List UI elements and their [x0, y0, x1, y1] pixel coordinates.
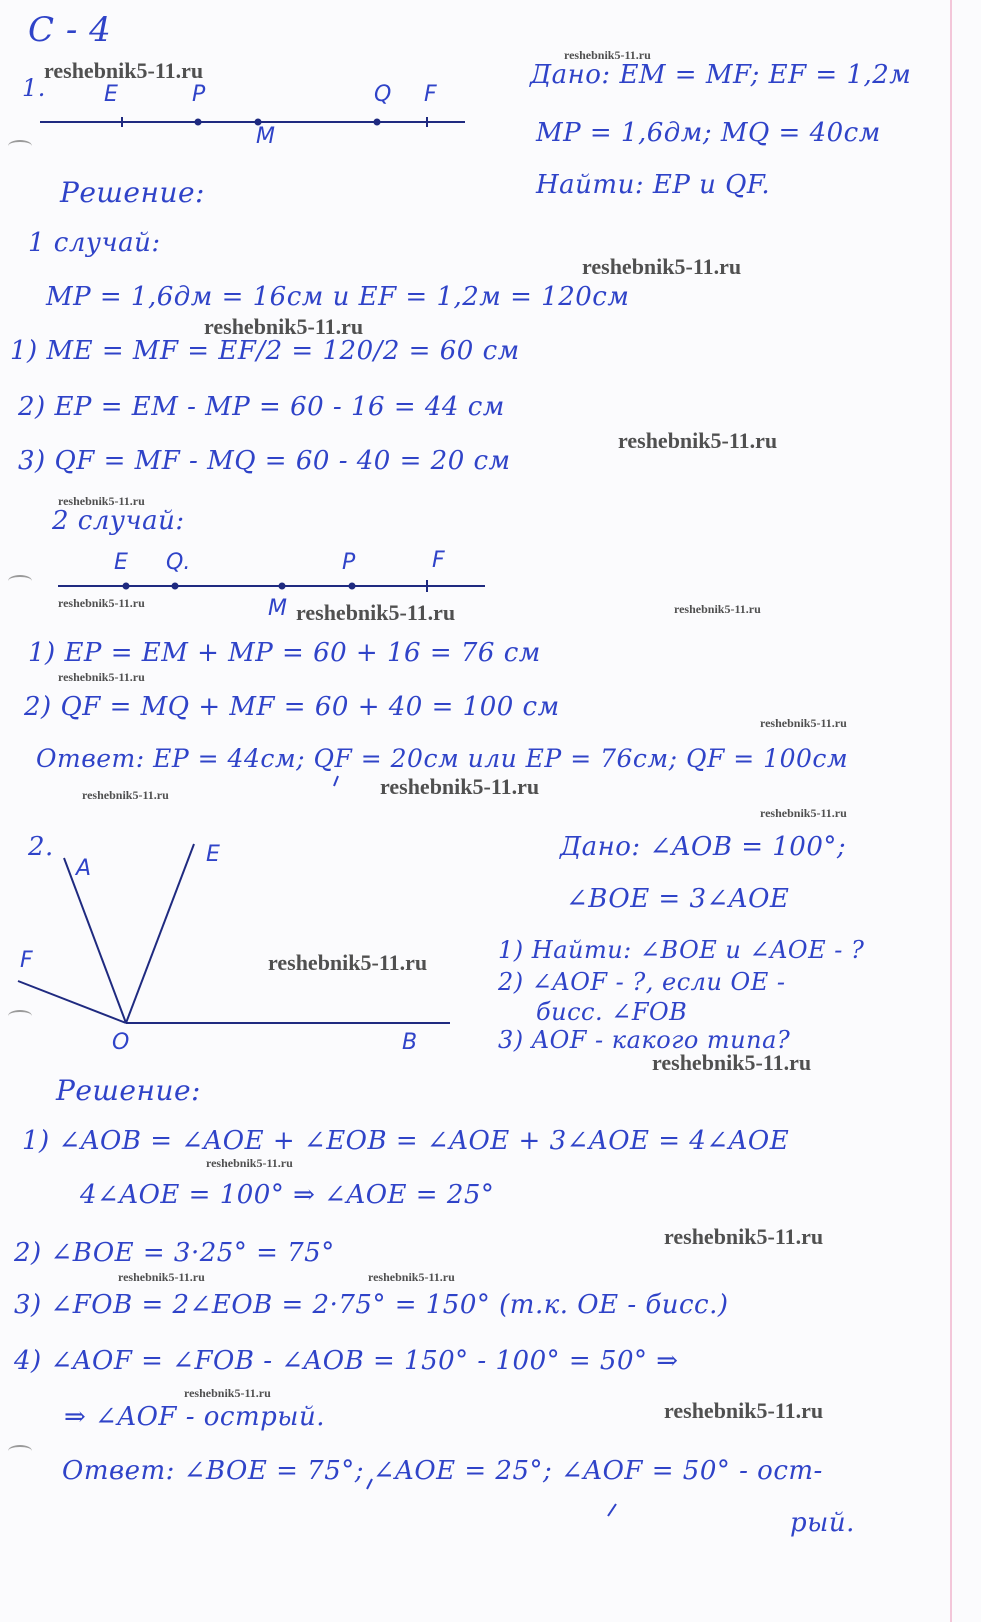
task-line: 2) ∠AOF - ?, если OE - — [498, 968, 786, 996]
watermark: reshebnik5-11.ru — [760, 716, 847, 730]
watermark: reshebnik5-11.ru — [296, 600, 456, 625]
point-P2 — [349, 583, 356, 590]
solution-line: 1) EP = EM + MP = 60 + 16 = 76 см — [28, 638, 541, 668]
given-line: Дано: EM = MF; EF = 1,2м — [530, 60, 912, 90]
watermark: reshebnik5-11.ru — [760, 806, 847, 820]
problem1-number: 1. — [22, 74, 46, 102]
solution-line: 3) QF = MF - MQ = 60 - 40 = 20 см — [18, 446, 511, 476]
answer-line: Ответ: ∠BOE = 75°; ∠AOE = 25°; ∠AOF = 50° - ост- — [62, 1456, 823, 1486]
tick-mark — [334, 776, 338, 786]
label-F1: F — [424, 82, 437, 107]
given-line: MP = 1,6дм; MQ = 40см — [536, 118, 881, 148]
ray-OE — [126, 844, 194, 1023]
watermark: reshebnik5-11.ru — [58, 494, 145, 508]
watermark: reshebnik5-11.ru — [664, 1224, 824, 1249]
solution-line: 1) ∠AOB = ∠AOE + ∠EOB = ∠AOE + 3∠AOE = 4∠AOE — [22, 1126, 790, 1156]
task-line: 1) Найти: ∠BOE и ∠AOE - ? — [498, 936, 865, 964]
watermark: reshebnik5-11.ru — [564, 48, 651, 62]
watermark: reshebnik5-11.ru — [118, 1270, 205, 1284]
tick-mark — [608, 1504, 616, 1516]
label-Q1: Q — [374, 82, 392, 107]
solution-title: Решение: — [56, 1074, 201, 1107]
problem2-number: 2. — [28, 832, 54, 862]
label-F: F — [20, 948, 33, 973]
solution-title: Решение: — [60, 176, 205, 209]
point-M2 — [279, 583, 286, 590]
case2-title: 2 случай: — [52, 506, 185, 536]
solution-line: 1) ME = MF = EF/2 = 120/2 = 60 см — [10, 336, 520, 366]
watermark: reshebnik5-11.ru — [618, 428, 778, 453]
case1-title: 1 случай: — [28, 228, 161, 258]
task-line: биcс. ∠FOB — [536, 998, 688, 1026]
label-F2: F — [432, 548, 445, 573]
watermark: reshebnik5-11.ru — [58, 596, 145, 610]
find-line: Найти: EP и QF. — [536, 170, 771, 200]
watermark: reshebnik5-11.ru — [204, 314, 364, 339]
point-E2 — [123, 583, 130, 590]
watermark: reshebnik5-11.ru — [652, 1050, 812, 1075]
given-line: Дано: ∠AOB = 100°; — [560, 832, 847, 862]
label-E2: E — [114, 550, 128, 575]
watermark: reshebnik5-11.ru — [44, 58, 204, 83]
ray-OF — [18, 981, 126, 1023]
page-title: С - 4 — [28, 10, 112, 50]
solution-line: 2) ∠BOE = 3·25° = 75° — [14, 1238, 335, 1268]
watermark: reshebnik5-11.ru — [664, 1398, 824, 1423]
answer-line-cont: рый. — [790, 1508, 855, 1538]
watermark: reshebnik5-11.ru — [380, 774, 540, 799]
label-E1: E — [104, 82, 118, 107]
label-M1: M — [256, 124, 275, 149]
label-P2: P — [342, 550, 356, 575]
solution-line: MP = 1,6дм = 16см и EF = 1,2м = 120см — [46, 282, 630, 312]
watermark: reshebnik5-11.ru — [582, 254, 742, 279]
label-M2: M — [268, 596, 287, 621]
watermark: reshebnik5-11.ru — [206, 1156, 293, 1170]
point-P1 — [195, 119, 202, 126]
watermark: reshebnik5-11.ru — [268, 950, 428, 975]
solution-line: 3) ∠FOB = 2∠EOB = 2·75° = 150° (т.к. OE - биcс.) — [14, 1290, 729, 1320]
label-P1: P — [192, 82, 206, 107]
label-A: A — [76, 856, 92, 881]
point-Q1 — [374, 119, 381, 126]
ray-OA — [64, 858, 126, 1023]
task-line: 3) AOF - какого типа? — [498, 1026, 791, 1054]
label-O: O — [112, 1030, 130, 1055]
solution-line: ⇒ ∠AOF - острый. — [64, 1402, 325, 1432]
solution-line: 2) EP = EM - MP = 60 - 16 = 44 см — [18, 392, 505, 422]
watermark: reshebnik5-11.ru — [82, 788, 169, 802]
watermark: reshebnik5-11.ru — [58, 670, 145, 684]
given-line: ∠BOE = 3∠AOE — [566, 884, 790, 914]
watermark: reshebnik5-11.ru — [184, 1386, 271, 1400]
label-E: E — [206, 842, 220, 867]
solution-line: 4) ∠AOF = ∠FOB - ∠AOB = 150° - 100° = 50° ⇒ — [14, 1346, 679, 1376]
label-B: B — [402, 1030, 418, 1055]
watermark: reshebnik5-11.ru — [674, 602, 761, 616]
solution-line: 2) QF = MQ + MF = 60 + 40 = 100 см — [24, 692, 560, 722]
point-Q2 — [172, 583, 179, 590]
answer-line: Ответ: EP = 44см; QF = 20см или EP = 76см; QF = 100см — [36, 744, 849, 773]
watermark: reshebnik5-11.ru — [368, 1270, 455, 1284]
solution-line: 4∠AOE = 100° ⇒ ∠AOE = 25° — [80, 1180, 495, 1210]
label-Q2: Q. — [166, 550, 191, 575]
